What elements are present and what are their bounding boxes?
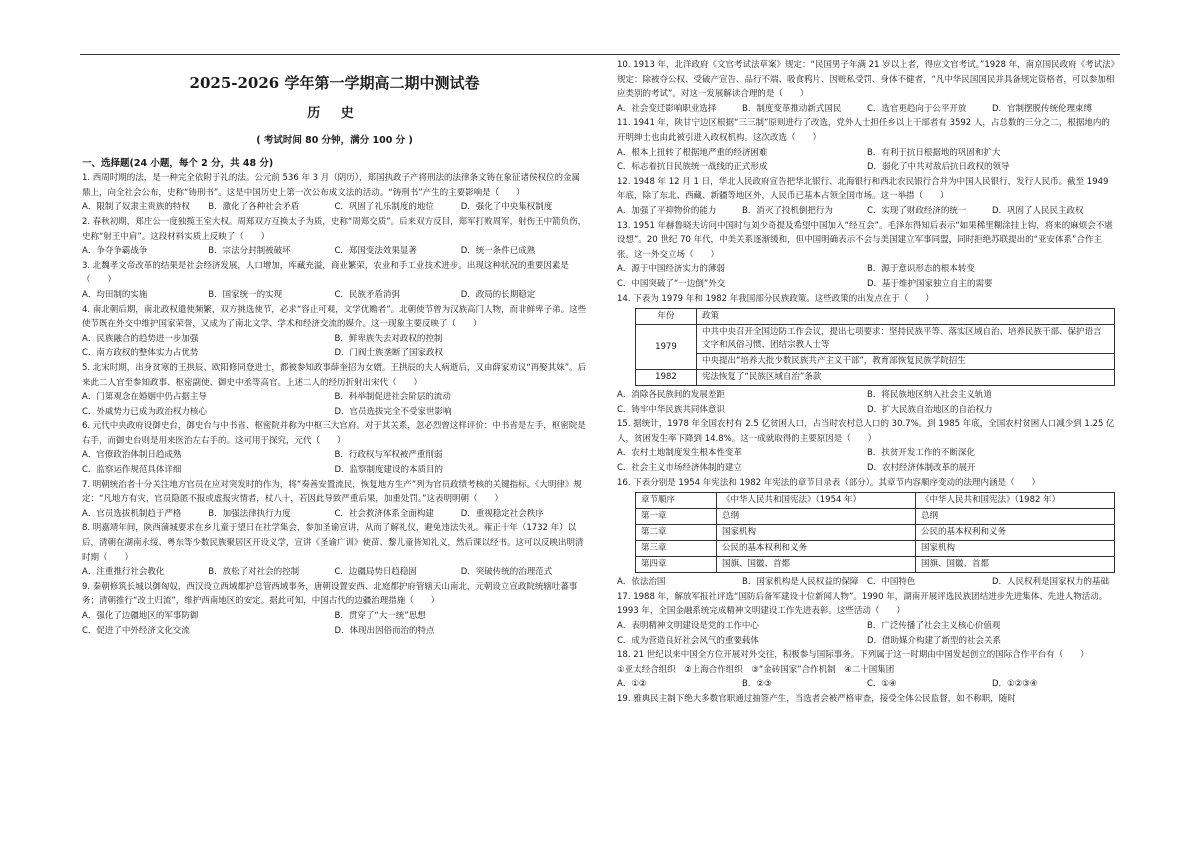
- option-d: D．突破传统的治理范式: [460, 567, 553, 578]
- option-c: C．实现了财政经济的统一: [867, 205, 967, 216]
- option-d: D．重视稳定社会秩序: [460, 508, 544, 519]
- table-cell: 国旗、国徽、首都: [717, 557, 916, 573]
- option-a: A．官僚政治体制日趋成熟: [82, 450, 182, 461]
- option-d: D．官制摆脱传统伦理束缚: [992, 103, 1093, 114]
- question-options: [617, 388, 1117, 417]
- table-row: [636, 509, 1115, 525]
- table-cell: 第三章: [636, 541, 717, 557]
- table-cell: 第二章: [636, 525, 717, 541]
- question-4: [82, 303, 587, 361]
- table-header-row: [636, 309, 1115, 325]
- question-stem: 10. 1913 年，北洋政府《文官考试法草案》规定：“民国男子年满 21 岁以上者，得应文官考试。”1928 年，南京国民政府《考试法》规定：除被夺公权、受破产宣告、品行不端、吸食鸦片、因赃私受罚、身体不健者，“凡中华民国国民并具备规定资格者，可以参加相应类别的考试”。对这一发展解读合理的是（ ）: [617, 60, 1115, 100]
- option-c: C．巩固了礼乐制度的地位: [334, 202, 434, 213]
- question-stem: 18. 21 世纪以来中国全方位开展对外交往，积极参与国际事务。下列属于这一时期由中国发起创立的国际合作平台有（ ）: [617, 650, 1089, 661]
- option-a: A．源于中国经济实力的薄弱: [617, 264, 725, 275]
- option-b: B．将民族地区纳入社会主义轨道: [867, 390, 992, 401]
- table-cell: 宪法恢复了“民族区域自治”条款: [697, 370, 1115, 386]
- exam-subject: 历 史: [307, 106, 362, 121]
- question-items: ①亚太经合组织 ②上海合作组织 ③“金砖国家”合作机制 ④二十国集团: [617, 664, 895, 675]
- option-c: C．①④: [867, 679, 897, 690]
- option-d: D．统一条件已成熟: [460, 246, 536, 257]
- option-d: D．弱化了中共对敌后抗日政权的领导: [867, 162, 1010, 173]
- table-cell: 1979: [636, 325, 697, 370]
- question-options: [82, 448, 587, 477]
- option-b: B．消灭了投机倒把行为: [742, 205, 833, 216]
- question-options: [82, 565, 587, 580]
- question-options: [82, 288, 587, 303]
- option-b: B．制度变革推动新式国民: [742, 103, 842, 114]
- top-rule: [80, 54, 1120, 55]
- question-stem: 11. 1941 年，陕甘宁边区根据“三三制”原则进行了改选，党外人士担任乡以上干部者有 3592 人，占总数的三分之二，根据地内的开明绅士也由此被引进入政权机构。这次改选（ ）: [617, 118, 1110, 143]
- option-d: D．借助媒介构建了新型的社会关系: [867, 635, 1002, 646]
- option-a: A．消除各民族间的发展差距: [617, 390, 725, 401]
- table-header: 政策: [697, 309, 1115, 325]
- option-c: C．南方政权的整体实力占优势: [82, 348, 199, 359]
- table-row: [636, 525, 1115, 541]
- question-options: [82, 200, 587, 215]
- question-stem: 2. 春秋初期，郑庄公一度独揽王室大权。周郑双方互换太子为质，史称“周郑交质”。后来双方反目，郑军打败周军，射伤王中箭负伤，史称“射王中肩”。这段材料实质上反映了（ ）: [82, 216, 587, 242]
- table-cell: 公民的基本权利和义务: [916, 525, 1115, 541]
- question-13: [617, 219, 1117, 292]
- option-b: B．加强法律执行力度: [208, 508, 291, 519]
- option-d: D．强化了中央集权制度: [460, 202, 553, 213]
- question-options: [82, 332, 587, 361]
- question-stem: 3. 北魏孝文帝改革的结果是社会经济发展，人口增加，库藏充溢，商业繁荣，农业和手工业技术进步。出现这种状况的重要因素是（ ）: [82, 260, 569, 286]
- option-b: B．科举制促进社会阶层的流动: [334, 392, 451, 403]
- option-c: C．社会主义市场经济体制的建立: [617, 463, 742, 474]
- question-options: [617, 677, 1117, 692]
- table-row: [636, 557, 1115, 573]
- option-b: B．行政权与军权被严重削弱: [334, 450, 443, 461]
- table-row: [636, 541, 1115, 557]
- question-stem: 4. 南北朝后期，南北政权遣使频繁，双方挑选使节，必求“容止可观，文学优赡者”。北朝使节曾为汉族高门人物，而非鲜卑子弟。这些使节既在外交中维护国家荣誉，又成为了南北文学、学术和经济交流的媒介。这一现象主要反映了（ ）: [82, 304, 587, 330]
- question-19: [617, 692, 1117, 707]
- question-stem: 19. 雅典民主制下绝大多数官职通过抽签产生，当选者会被严格审查，接受全体公民监督，如不称职，随时: [617, 694, 1016, 704]
- policy-table: [635, 308, 1115, 386]
- option-d: D．农村经济体制改革的展开: [867, 463, 976, 474]
- left-column: [82, 58, 587, 843]
- option-a: A．强化了边疆地区的军事防御: [82, 611, 199, 621]
- option-c: C．选官更趋向于公平开放: [867, 103, 967, 114]
- question-15: [617, 417, 1117, 475]
- question-options: [82, 390, 587, 419]
- table-cell: 国家机构: [916, 541, 1115, 557]
- question-stem: 17. 1988 年，解放军报社评选“国防后备军建设十位新闻人物”。1990 年，湖南开展评选民族团结进步先进集体、先进人物活动。1993 年，全国金融系统完成精神文明建设工作先进表彰。这些活动（ ）: [617, 591, 1108, 617]
- option-b: B．放松了对社会的控制: [208, 567, 300, 578]
- section-heading: 一、选择题(24 小题，每个 2 分，共 48 分): [82, 157, 274, 169]
- option-b: B．源于意识形态的根本转变: [867, 264, 975, 275]
- question-stem: 5. 北宋时期，出身贫寒的王拱辰、欧阳修同登进士，都被参知政事薛奎招为女婿。王拱辰的夫人病逝后，又由薛家劝议“再娶其妹”。后来此二人官至参知政事、枢密副使、御史中丞等高官。上述二人的经历折射出宋代（ ）: [82, 362, 587, 388]
- table-cell: 总纲: [717, 509, 916, 525]
- question-stem: 7. 明朝统治者十分关注地方官员在应对突发时的作为，将“奏善安置流民，恢复地方生产”列为官员政绩考核的关键指标。《大明律》规定：“凡地方有灾，官员隐匿不报或虚报灾情者，杖八十，若因此导致严重后果，加重处罚。”这表明明朝（ ）: [82, 479, 582, 505]
- option-c: C．民族矛盾消弭: [334, 289, 400, 300]
- option-c: C．中国突破了“一边倒”外交: [617, 278, 726, 289]
- question-options: [617, 204, 1117, 219]
- option-a: A．注重推行社会教化: [82, 567, 165, 578]
- table-header: 章节顺序: [636, 493, 717, 509]
- option-a: A．官员选拔机制趋于严格: [82, 508, 182, 519]
- question-stem: 15. 据统计，1978 年全国农村有 2.5 亿贫困人口，占当时农村总人口的 30.7%。到 1985 年底，全国农村贫困人口减少到 1.25 亿人，贫困发生率下降到 14.8%。这一成就取得的主要原因是（ ）: [617, 419, 1115, 444]
- table-cell: 第四章: [636, 557, 717, 573]
- table-cell: 总纲: [916, 509, 1115, 525]
- option-b: B．国家统一的实现: [208, 289, 283, 300]
- question-9: [82, 580, 587, 638]
- option-a: A．根本上扭转了根据地严重的经济困难: [617, 147, 768, 158]
- option-d: D．基于维护国家独立自主的需要: [867, 278, 993, 289]
- question-14: [617, 292, 1117, 418]
- question-3: [82, 259, 587, 303]
- option-a: A．加强了平抑物价的能力: [617, 205, 717, 216]
- table-row: [636, 370, 1115, 386]
- table-cell: 中央提出“培养大批少数民族共产主义干部”，教育部恢复民族学院招生: [697, 354, 1115, 370]
- option-a: A．门第观念在婚姻中仍占据主导: [82, 392, 207, 403]
- option-a: A．均田制的实施: [82, 289, 148, 300]
- constitution-table: [635, 492, 1115, 573]
- option-c: C．铸牢中华民族共同体意识: [617, 404, 725, 415]
- option-a: A．表明精神文明建设是党的工作中心: [617, 621, 759, 632]
- question-18: [617, 648, 1117, 692]
- question-stem: 1. 西周时期的法，是一种完全依附于礼的法。公元前 536 年 3 月（阴历），郑国执政子产将刑法的法律条文铸在象征诸侯权位的金属鼎上，向全社会公布，史称“铸刑书”。这是中国历史上第一次公布成文法的活动。“铸刑书”产生的主要影响是（ ）: [82, 173, 581, 198]
- table-row: [636, 354, 1115, 370]
- option-b: B．广泛传播了社会主义核心价值观: [867, 621, 1001, 632]
- question-11: [617, 116, 1117, 174]
- question-8: [82, 521, 587, 579]
- option-b: B．②③: [742, 679, 772, 690]
- question-options: [617, 146, 1117, 175]
- option-b: B．国家机构是人民权益的保障: [742, 577, 859, 588]
- option-a: A．争夺争霸战争: [82, 246, 148, 257]
- option-d: D．人民权利是国家权力的基础: [992, 577, 1110, 588]
- option-d: D．门阀士族垄断了国家政权: [334, 348, 444, 359]
- option-d: D．体现出因俗而治的特点: [334, 625, 435, 636]
- option-d: D．政局的长期稳定: [460, 289, 536, 300]
- question-10: [617, 58, 1117, 116]
- option-c: C．成为营造良好社会风气的重要载体: [617, 635, 759, 646]
- option-c: C．标志着抗日民族统一战线的正式形成: [617, 162, 768, 173]
- option-c: C．外戚势力已成为政治权力核心: [82, 406, 207, 417]
- question-options: [617, 619, 1117, 648]
- table-cell: 公民的基本权利和义务: [717, 541, 916, 557]
- question-options: [617, 262, 1117, 291]
- question-options: [617, 575, 1117, 590]
- question-6: [82, 419, 587, 477]
- option-c: C．促进了中外经济文化交流: [82, 625, 190, 636]
- question-stem: 16. 下表分别是 1954 年宪法和 1982 年宪法的章节目录表（部分）。其章节内容顺序变动的法理内涵是（ ）: [617, 477, 1041, 488]
- table-cell: 国旗、国徽、首都: [916, 557, 1115, 573]
- question-options: [617, 446, 1117, 475]
- question-options: [82, 244, 587, 259]
- question-stem: 6. 元代中央政府设御史台，御史台与中书省、枢密院并称为中枢三大官府。对于其关系，忽必烈曾这样评价：中书省是左手，枢密院是右手，而御史台则是用来医治左右手的。这可用于探究，元代（ ）: [82, 421, 586, 446]
- table-cell: 国家机构: [717, 525, 916, 541]
- exam-note: ( 考试时间 80 分钟，满分 100 分 ): [256, 135, 413, 146]
- question-stem: 8. 明嘉靖年间，陕西蒲城要求在乡儿童于望日在社学集会，参加圣谕宣讲，从而了解礼仪，避免违法失礼。雍正十年（1732 年）以后，清朝在湖南永绥、粤东等少数民族聚居区开设义学，宣讲《圣谕广训》使苗、黎儿童皆知礼义，然后课以经书。这可以反映出明清时期（ ）: [82, 523, 584, 563]
- table-row: [636, 325, 1115, 354]
- option-c: C．中国特色: [867, 577, 916, 588]
- option-a: A．农村土地制度发生根本性变革: [617, 448, 742, 459]
- option-d: D．扩大民族自治地区的自治权力: [867, 404, 993, 415]
- right-column: [617, 58, 1117, 843]
- option-d: D．监察制度建设的本质目的: [334, 465, 444, 476]
- option-a: A．民族融合的趋势进一步加强: [82, 333, 199, 344]
- question-16: [617, 476, 1117, 590]
- option-c: C．监察运作规范具体详细: [82, 465, 182, 476]
- option-c: C．边疆局势日趋稳固: [334, 567, 417, 578]
- question-17: [617, 590, 1117, 648]
- option-b: B．有利于抗日根据地的巩固和扩大: [867, 147, 1001, 158]
- option-b: B．激化了各种社会矛盾: [208, 202, 300, 213]
- option-b: B．扶贫开发工作的不断深化: [867, 448, 975, 459]
- table-header: 年份: [636, 309, 697, 325]
- question-7: [82, 478, 587, 522]
- option-b: B．鲜卑族失去对政权的控制: [334, 333, 443, 344]
- question-stem: 13. 1951 年赫鲁晓夫访问中国时与刘少奇提及希望中国加入“经互会”。毛泽东得知后表示“如果稀里糊涂挂上钩，将来的麻烦会不堪设想”。20 世纪 70 年代，中美关系逐渐缓和，但中国明确表示不会与美国建立军事同盟，同时拒绝苏联提出的“亚安体系”合作主张。这一外交立场（ ）: [617, 220, 1113, 260]
- option-a: A．依法治国: [617, 577, 666, 588]
- option-d: D．官员选拔完全不受家世影响: [334, 406, 452, 417]
- option-d: D．巩固了人民民主政权: [992, 205, 1084, 216]
- question-12: [617, 175, 1117, 219]
- option-a: A．①②: [617, 679, 647, 690]
- exam-title: 2025-2026 学年第一学期高二期中测试卷: [189, 74, 480, 92]
- question-1: [82, 171, 587, 215]
- table-header: 《中华人民共和国宪法》（1982 年）: [916, 493, 1115, 509]
- option-c: C．社会救济体系全面构建: [334, 508, 434, 519]
- question-options: [617, 102, 1117, 117]
- option-d: D．①②③④: [992, 679, 1038, 690]
- question-2: [82, 215, 587, 259]
- table-header-row: [636, 493, 1115, 509]
- question-stem: 14. 下表为 1979 年和 1982 年我国部分民族政策。这些政策的出发点在于（ ）: [617, 293, 934, 304]
- question-options: [82, 507, 587, 522]
- option-a: A．社会变迁影响职业选择: [617, 103, 717, 114]
- question-5: [82, 361, 587, 419]
- question-stem: 9. 秦朝修筑长城以御匈奴，西汉设立西域都护总管西域事务，唐朝设置安西、北庭都护府管辖天山南北，元朝设立宣政院统辖吐蕃事务；清朝推行“改土归流”，维护西南地区的安定。据此可知，中国古代的边疆治理措施（ ）: [82, 581, 578, 607]
- option-c: C．郑国变法效果显著: [334, 246, 417, 257]
- question-options: [82, 609, 587, 638]
- option-a: A．限制了奴隶主贵族的特权: [82, 202, 190, 213]
- question-stem: 12. 1948 年 12 月 1 日，华北人民政府宣告把华北银行、北海银行和西北农民银行合并为中国人民银行，发行人民币。截至 1949 年底，除了东北、西藏、新疆等地区外，人民币已基本占领全国市场。这一举措（ ）: [617, 176, 1109, 202]
- table-cell: 第一章: [636, 509, 717, 525]
- table-header: 《中华人民共和国宪法》（1954 年）: [717, 493, 916, 509]
- option-b: B．贯穿了“大一统”思想: [334, 611, 426, 621]
- table-cell: 中共中央召开全国边防工作会议，提出七项要求：坚持民族平等、落实区域自治、培养民族干部、保护语言文字和风俗习惯、团结宗教人士等: [697, 325, 1115, 354]
- option-b: B．宗法分封制被破坏: [208, 246, 291, 257]
- table-cell: 1982: [636, 370, 697, 386]
